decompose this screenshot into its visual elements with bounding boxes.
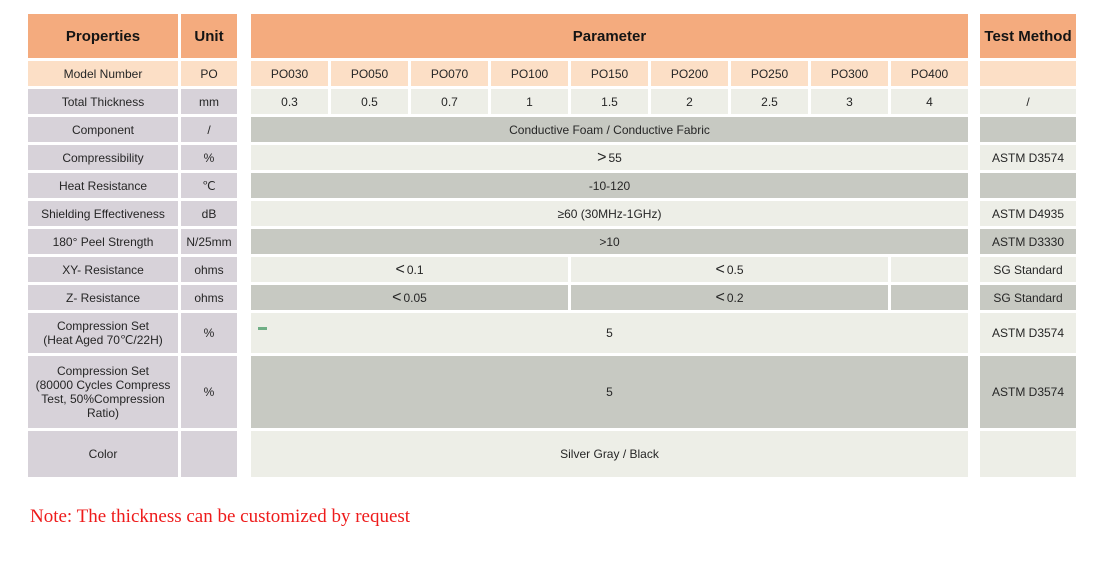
- model-cell: PO030: [251, 61, 328, 86]
- color-value-cell: Silver Gray / Black: [251, 431, 968, 477]
- model-cell: PO300: [811, 61, 888, 86]
- column-spacer: [240, 145, 248, 170]
- thickness-value-cell: 2: [651, 89, 728, 114]
- column-spacer: [240, 257, 248, 282]
- model-cell: PO070: [411, 61, 488, 86]
- test-method-header-cell: Test Method: [980, 14, 1076, 58]
- component-label-cell: Component: [28, 117, 178, 142]
- xy-resistance-empty-cell: [891, 257, 968, 282]
- column-spacer: [240, 89, 248, 114]
- z-resistance-test-method-cell: SG Standard: [980, 285, 1076, 310]
- column-spacer: [240, 285, 248, 310]
- green-dash-artifact: [258, 327, 267, 330]
- column-spacer: [971, 229, 977, 254]
- xy-resistance-unit-cell: ohms: [181, 257, 237, 282]
- parameter-header-cell: Parameter: [251, 14, 968, 58]
- compression-set-heat-value-cell: 5: [251, 313, 968, 353]
- compressibility-unit-cell: %: [181, 145, 237, 170]
- properties-header-cell: Properties: [28, 14, 178, 58]
- color-row: [28, 431, 1076, 477]
- column-spacer: [240, 431, 248, 477]
- component-unit-cell: /: [181, 117, 237, 142]
- compression-set-heat-label-cell: [28, 313, 178, 353]
- heat-resistance-test-method-cell: [980, 173, 1076, 198]
- column-spacer: [971, 257, 977, 282]
- column-spacer: [971, 14, 977, 58]
- column-spacer: [971, 117, 977, 142]
- component-value-cell: Conductive Foam / Conductive Fabric: [251, 117, 968, 142]
- xy-resistance-low-value-cell: <0.1: [251, 257, 568, 282]
- xy-resistance-test-method-cell: SG Standard: [980, 257, 1076, 282]
- column-spacer: [240, 356, 248, 428]
- compression-set-heat-test-method-cell: ASTM D3574: [980, 313, 1076, 353]
- spec-table: [25, 11, 1079, 480]
- compression-set-cycles-test-method-cell: ASTM D3574: [980, 356, 1076, 428]
- heat-resistance-value-cell: -10-120: [251, 173, 968, 198]
- xy-resistance-high-value-cell: <0.5: [571, 257, 888, 282]
- thickness-value-cell: 0.3: [251, 89, 328, 114]
- thickness-value-cell: 4: [891, 89, 968, 114]
- thickness-label-cell: Total Thickness: [28, 89, 178, 114]
- heat-resistance-unit-cell: ℃: [181, 173, 237, 198]
- table-header-row: [28, 14, 1076, 58]
- model-test-method-cell: [980, 61, 1076, 86]
- thickness-value-cell: 3: [811, 89, 888, 114]
- shielding-label-cell: Shielding Effectiveness: [28, 201, 178, 226]
- label-line: (Heat Aged 70℃/22H): [43, 333, 163, 347]
- model-cell: PO250: [731, 61, 808, 86]
- label-line: Compression Set: [56, 319, 150, 333]
- column-spacer: [971, 61, 977, 86]
- peel-strength-row: [28, 229, 1076, 254]
- thickness-value-cell: 0.5: [331, 89, 408, 114]
- peel-strength-unit-cell: N/25mm: [181, 229, 237, 254]
- column-spacer: [240, 117, 248, 142]
- model-cell: PO050: [331, 61, 408, 86]
- column-spacer: [240, 313, 248, 353]
- color-unit-cell: [181, 431, 237, 477]
- column-spacer: [971, 356, 977, 428]
- compression-set-cycles-label-cell: [28, 356, 178, 428]
- compression-set-heat-row: [28, 313, 1076, 353]
- shielding-test-method-cell: ASTM D4935: [980, 201, 1076, 226]
- thickness-value-cell: 1: [491, 89, 568, 114]
- compressibility-value-cell: >55: [251, 145, 968, 170]
- column-spacer: [971, 89, 977, 114]
- z-resistance-high-value-cell: <0.2: [571, 285, 888, 310]
- model-cell: PO100: [491, 61, 568, 86]
- z-resistance-label-cell: Z- Resistance: [28, 285, 178, 310]
- thickness-value-cell: 1.5: [571, 89, 648, 114]
- shielding-unit-cell: dB: [181, 201, 237, 226]
- compressibility-test-method-cell: ASTM D3574: [980, 145, 1076, 170]
- z-resistance-low-value-cell: <0.05: [251, 285, 568, 310]
- compression-set-heat-unit-cell: %: [181, 313, 237, 353]
- heat-resistance-row: [28, 173, 1076, 198]
- color-label-cell: Color: [28, 431, 178, 477]
- label-line: Test, 50%Compression: [41, 392, 165, 406]
- column-spacer: [240, 173, 248, 198]
- thickness-test-method-cell: /: [980, 89, 1076, 114]
- label-line: Ratio): [86, 406, 119, 420]
- label-line: Compression Set: [56, 364, 150, 378]
- component-row: [28, 117, 1076, 142]
- thickness-value-cell: 0.7: [411, 89, 488, 114]
- model-cell: PO150: [571, 61, 648, 86]
- compression-set-cycles-value-cell: 5: [251, 356, 968, 428]
- xy-resistance-label-cell: XY- Resistance: [28, 257, 178, 282]
- model-cell: PO200: [651, 61, 728, 86]
- column-spacer: [240, 14, 248, 58]
- column-spacer: [240, 229, 248, 254]
- peel-strength-test-method-cell: ASTM D3330: [980, 229, 1076, 254]
- note-text: Note: The thickness can be customized by request: [30, 506, 411, 527]
- thickness-unit-cell: mm: [181, 89, 237, 114]
- model-number-unit-cell: PO: [181, 61, 237, 86]
- shielding-row: [28, 201, 1076, 226]
- z-resistance-empty-cell: [891, 285, 968, 310]
- z-resistance-row: [28, 285, 1076, 310]
- column-spacer: [240, 61, 248, 86]
- xy-resistance-row: [28, 257, 1076, 282]
- compression-set-cycles-row: [28, 356, 1076, 428]
- peel-strength-label-cell: 180° Peel Strength: [28, 229, 178, 254]
- model-cell: PO400: [891, 61, 968, 86]
- label-line: (80000 Cycles Compress: [35, 378, 171, 392]
- color-test-method-cell: [980, 431, 1076, 477]
- component-test-method-cell: [980, 117, 1076, 142]
- shielding-value-cell: ≥60 (30MHz-1GHz): [251, 201, 968, 226]
- thickness-row: [28, 89, 1076, 114]
- model-number-label-cell: Model Number: [28, 61, 178, 86]
- column-spacer: [971, 431, 977, 477]
- compression-set-cycles-unit-cell: %: [181, 356, 237, 428]
- compressibility-label-cell: Compressibility: [28, 145, 178, 170]
- unit-header-cell: Unit: [181, 14, 237, 58]
- z-resistance-unit-cell: ohms: [181, 285, 237, 310]
- thickness-value-cell: 2.5: [731, 89, 808, 114]
- column-spacer: [971, 173, 977, 198]
- column-spacer: [240, 201, 248, 226]
- heat-resistance-label-cell: Heat Resistance: [28, 173, 178, 198]
- model-number-row: [28, 61, 1076, 86]
- column-spacer: [971, 285, 977, 310]
- compressibility-row: [28, 145, 1076, 170]
- peel-strength-value-cell: >10: [251, 229, 968, 254]
- column-spacer: [971, 201, 977, 226]
- column-spacer: [971, 313, 977, 353]
- column-spacer: [971, 145, 977, 170]
